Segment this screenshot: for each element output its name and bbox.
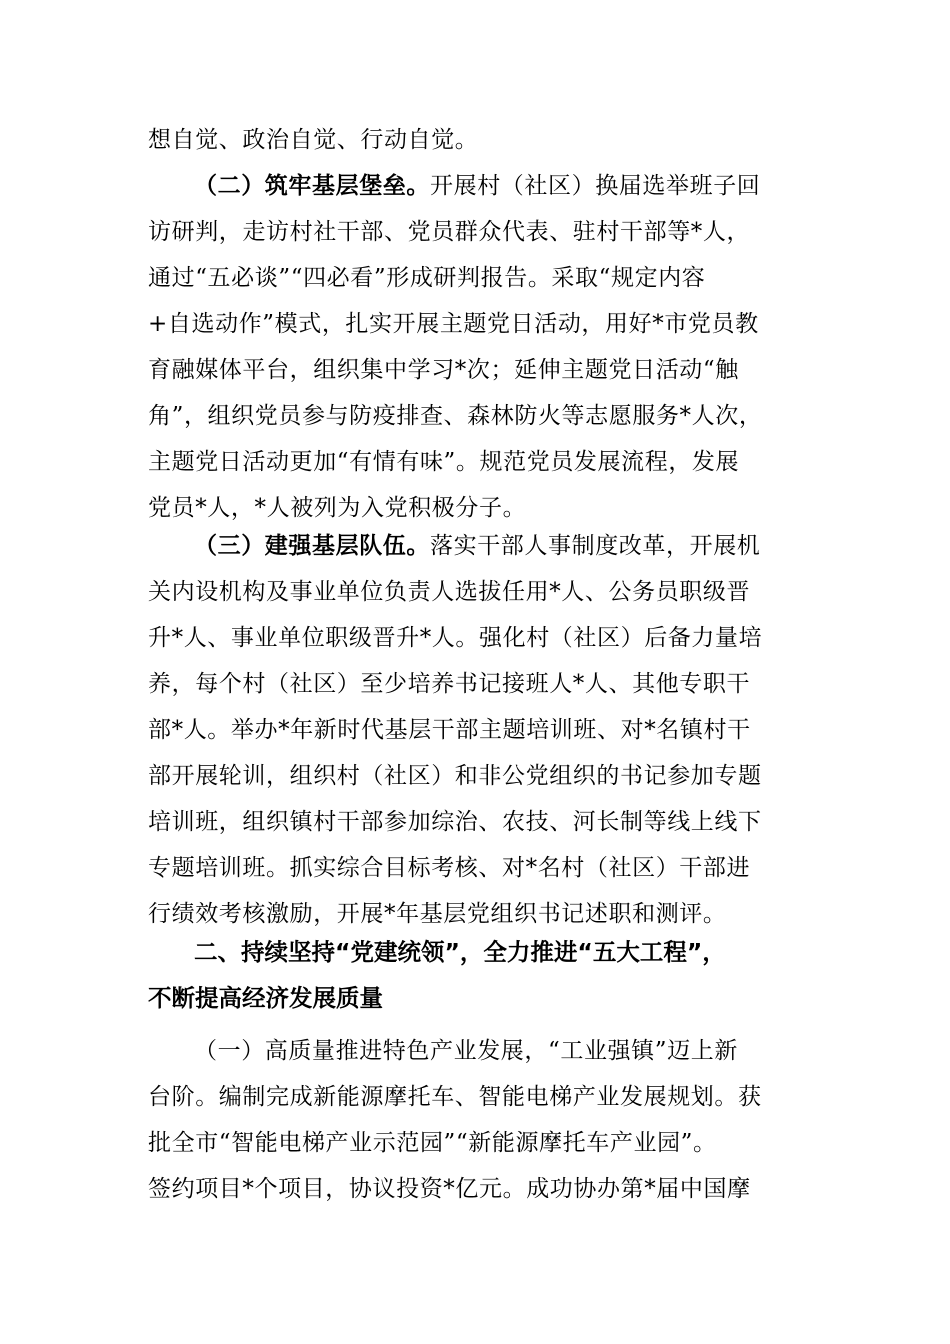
text-line: 签约项目*个项目，协议投资*亿元。成功协办第*届中国摩 — [148, 1176, 751, 1202]
heading-line: 不断提高经济发展质量 — [148, 984, 383, 1012]
text-line: 主题党日活动更加“有情有味”。规范党员发展流程，发展 — [148, 449, 740, 475]
paragraph-industry-development — [148, 1028, 808, 1212]
paragraph-intro-tail — [148, 117, 808, 163]
section-lead: （三）建强基层队伍。 — [194, 532, 430, 559]
section-lead-rest: 开展村（社区）换届选举班子回 — [430, 173, 761, 199]
text-line: 行绩效考核激励，开展*年基层党组织书记述职和测评。 — [148, 901, 727, 927]
section-lead: （二）筑牢基层堡垒。 — [194, 172, 430, 199]
text-line: 部*人。举办*年新时代基层干部主题培训班、对*名镇村干 — [148, 717, 751, 743]
text-line: 台阶。编制完成新能源摩托车、智能电梯产业发展规划。获 — [148, 1084, 762, 1110]
text-line: 培训班，组织镇村干部参加综治、农技、河长制等线上线下 — [148, 809, 762, 835]
section-heading — [148, 929, 808, 1021]
text-line: +自选动作”模式，扎实开展主题党日活动，用好*市党员教 — [148, 311, 759, 337]
paragraph-strengthen-grassroots — [148, 163, 808, 531]
text-line: （一）高质量推进特色产业发展，“工业强镇”迈上新 — [194, 1038, 738, 1064]
text-line: 党员*人，*人被列为入党积极分子。 — [148, 495, 527, 521]
text-line: 部开展轮训，组织村（社区）和非公党组织的书记参加专题 — [148, 763, 762, 789]
text-line: 升*人、事业单位职级晋升*人。强化村（社区）后备力量培 — [148, 625, 763, 651]
text-line: 通过“五必谈”“四必看”形成研判报告。采取“规定内容 — [148, 265, 706, 291]
paragraph-build-team — [148, 523, 808, 937]
text-line — [148, 163, 808, 209]
text-line: 批全市“智能电梯产业示范园”“新能源摩托车产业园”。 — [148, 1130, 717, 1156]
text-line: 角”，组织党员参与防疫排查、森林防火等志愿服务*人次， — [148, 403, 763, 429]
text-line: 关内设机构及事业单位负责人选拔任用*人、公务员职级晋 — [148, 579, 751, 605]
section-lead-rest: 落实干部人事制度改革，开展机 — [430, 533, 761, 559]
text-line — [148, 523, 808, 569]
text-line: 养，每个村（社区）至少培养书记接班人*人、其他专职干 — [148, 671, 751, 697]
text-line: 育融媒体平台，组织集中学习*次；延伸主题党日活动“触 — [148, 357, 739, 383]
text-line: 访研判，走访村社干部、党员群众代表、驻村干部等*人， — [148, 219, 751, 245]
text-line: 想自觉、政治自觉、行动自觉。 — [148, 127, 479, 153]
text-line: 专题培训班。抓实综合目标考核、对*名村（社区）干部进 — [148, 855, 751, 881]
heading-line: 二、持续坚持“党建统领”，全力推进“五大工程”， — [194, 938, 726, 966]
